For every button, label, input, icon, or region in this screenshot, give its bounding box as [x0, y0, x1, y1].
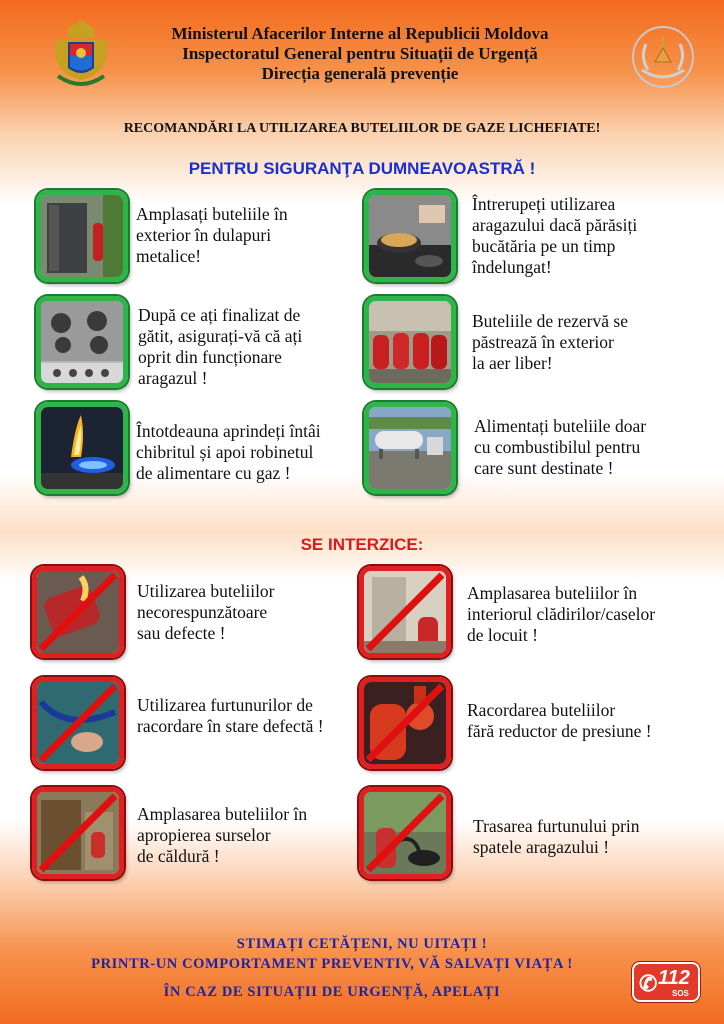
- main-title: RECOMANDĂRI LA UTILIZAREA BUTELIILOR DE GAZE LICHEFIATE!: [123, 121, 601, 136]
- gas-stove-top-photo-icon: [41, 301, 123, 383]
- tile-gas-cabinet: [36, 190, 128, 282]
- forbidden-item-2-text: Amplasarea buteliilor în interiorul clădirilor/caselor de locuit !: [467, 583, 656, 645]
- forbidden-section-title: SE INTERZICE:: [300, 535, 424, 554]
- emergency-service-emblem-icon: [628, 22, 698, 92]
- safety-item-6-text: Alimentați buteliile doar cu combustibilul pentru care sunt destinate !: [474, 416, 647, 478]
- header-inspectorate: Inspectoratul General pentru Situații de Urgență: [182, 44, 538, 63]
- emergency-112-badge: [632, 962, 700, 1002]
- moldova-coat-of-arms-icon: [48, 18, 114, 94]
- gas-cylinders-outdoor-photo-icon: [369, 301, 451, 383]
- footer-reminder: STIMAȚI CETĂȚENI, NU UITAȚI !: [236, 936, 488, 952]
- safety-item-1-text: Amplasați buteliile în exterior în dulapuri metalice!: [136, 204, 288, 266]
- forbidden-item-4-text: Racordarea buteliilor fără reductor de presiune !: [467, 700, 652, 741]
- tile-defective-hose: [32, 677, 124, 769]
- tile-defective-cylinder: [32, 566, 124, 658]
- tile-hose-behind-stove: [359, 787, 451, 879]
- phone-icon: ✆: [639, 971, 658, 996]
- safety-item-3-text: După ce ați finalizat de gătit, asigurați-vă că ați oprit din funcționare aragazul !: [138, 305, 303, 388]
- gas-cabinet-photo-icon: [41, 195, 123, 277]
- no-regulator-photo-icon: [364, 682, 446, 764]
- tile-heat-source: [32, 787, 124, 879]
- tile-cooking-stove: [364, 190, 456, 282]
- tile-gas-station: [364, 402, 456, 494]
- forbidden-item-3-text: Utilizarea furtunurilor de racordare în stare defectă !: [137, 695, 324, 736]
- header-ministry: Ministerul Afacerilor Interne al Republicii Moldova: [171, 24, 549, 43]
- hose-behind-stove-photo-icon: [364, 792, 446, 874]
- safety-section-title: PENTRU SIGURANŢA DUMNEAVOASTRĂ !: [188, 159, 536, 178]
- header-directorate: Direcția generală prevenție: [261, 64, 459, 83]
- tile-gas-stove-top: [36, 296, 128, 388]
- gas-station-photo-icon: [369, 407, 451, 489]
- tile-indoor-cylinder: [359, 566, 451, 658]
- burner-flame-photo-icon: [41, 407, 123, 489]
- safety-item-5-text: Întotdeauna aprindeți întâi chibritul și apoi robinetul de alimentare cu gaz !: [136, 421, 321, 483]
- heat-source-photo-icon: [37, 792, 119, 874]
- footer-emergency-call: ÎN CAZ DE SITUAȚII DE URGENȚĂ, APELAȚI: [163, 984, 501, 1000]
- sos-label: SOS: [672, 989, 689, 998]
- emergency-number: 112: [658, 967, 690, 989]
- cooking-stove-photo-icon: [369, 195, 451, 277]
- footer-prevention: PRINTR-UN COMPORTAMENT PREVENTIV, VĂ SALVAȚI VIAȚA !: [91, 956, 573, 972]
- safety-item-2-text: Întrerupeți utilizarea aragazului dacă părăsiți bucătăria pe un timp îndelungat!: [472, 194, 638, 277]
- tile-gas-cylinders-outdoor: [364, 296, 456, 388]
- indoor-cylinder-photo-icon: [364, 571, 446, 653]
- forbidden-item-5-text: Amplasarea buteliilor în apropierea surselor de căldură !: [137, 804, 308, 866]
- defective-cylinder-photo-icon: [37, 571, 119, 653]
- forbidden-item-1-text: Utilizarea buteliilor necorespunzătoare sau defecte !: [137, 581, 275, 643]
- tile-no-regulator: [359, 677, 451, 769]
- safety-item-4-text: Buteliile de rezervă se păstrează în exterior la aer liber!: [472, 311, 628, 373]
- defective-hose-photo-icon: [37, 682, 119, 764]
- forbidden-item-6-text: Trasarea furtunului prin spatele aragazului !: [473, 816, 640, 857]
- tile-burner-flame: [36, 402, 128, 494]
